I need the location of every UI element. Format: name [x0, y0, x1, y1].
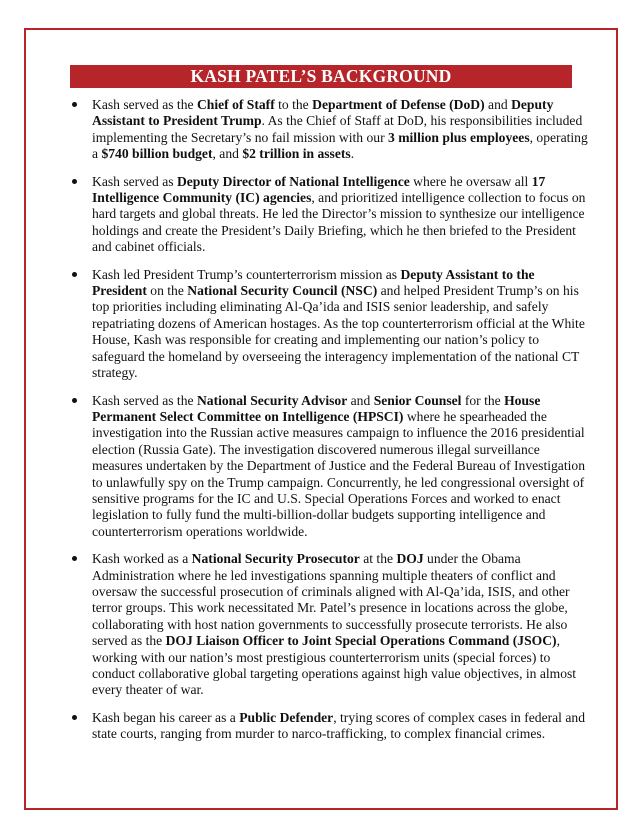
bullet-dot-icon [72, 398, 77, 403]
bold-phrase: Public Defender [239, 709, 334, 725]
bold-phrase: 3 million plus employees [388, 129, 530, 145]
text-run: . [350, 146, 355, 162]
bullet-dot-icon [72, 272, 77, 277]
bullet-item [92, 97, 590, 163]
bold-phrase: Department of Defense (DoD) [312, 97, 485, 112]
bold-phrase: National Security Advisor [196, 392, 348, 408]
bold-phrase: DOJ Liaison Officer to Joint Special Operations Command (JSOC) [165, 633, 557, 649]
text-run: under the Obama Administration where he led investigations spanning multiple theaters of conflict and oversaw the successful prosecution of criminals aligned with Al-Qa’ida, ISIS, and other terror groups. This work necessitated Mr. Patel’s presence in locations across the globe, collaborating with host nation governments to successfully prosecute terrorists. He also served as the [92, 551, 570, 649]
text-run: Kash served as [92, 173, 177, 189]
text-run: , operating a [92, 129, 588, 162]
text-run: to the [274, 97, 313, 112]
bold-phrase: Chief of Staff [196, 97, 275, 112]
bold-phrase: Deputy Assistant to the President [92, 266, 535, 299]
text-run: and [347, 392, 374, 408]
text-run: , and prioritized intelligence collection to focus on hard targets and global threats. He led the Director’s mission to synthesize our intelligence holdings and create the President’s Daily Briefing, which he then briefed to the President and cabinet officials. [92, 190, 586, 255]
bold-phrase: Deputy Assistant to President Trump [92, 97, 554, 129]
bullet-dot-icon [72, 715, 77, 720]
text-run: at the [359, 551, 397, 567]
text-run: for the [461, 392, 505, 408]
text-run: Kash worked as a [92, 551, 192, 567]
bullet-dot-icon [72, 179, 77, 184]
document-title: KASH PATEL’S BACKGROUND [70, 65, 572, 88]
bold-phrase: Senior Counsel [373, 392, 462, 408]
text-run: , and [212, 146, 243, 162]
background-bullet-list [92, 97, 590, 754]
text-run: Kash served as the [92, 97, 197, 112]
bold-phrase: Deputy Director of National Intelligence [176, 173, 410, 189]
bullet-item [92, 393, 590, 541]
text-run: where he spearheaded the investigation into the Russian active measures campaign to influence the 2016 presidential election (Russia Gate). The investigation discovered numerous illegal surveillance measures undertaken by the Department of Justice and the Federal Bureau of Investigation to unlawfully spy on the Trump campaign. Concurrently, he led congressional oversight of sensitive programs for the IC and U.S. Special Operations Forces and worked to enact legislation to fully fund the multi-billion-dollar budgets supporting intelligence and counterterrorism operations worldwide. [92, 408, 585, 539]
bold-phrase: DOJ [396, 551, 424, 567]
bold-phrase: National Security Prosecutor [191, 551, 360, 567]
text-run: . As the Chief of Staff at DoD, his responsibilities included implementing the Secretary’s no fail mission with our [92, 113, 583, 145]
text-run: and helped President Trump’s on his top priorities including eliminating Al-Qa’ida and ISIS senior leadership, and safely repatriating dozens of American hostages. As the top counterterrorism official at the White House, Kash was responsible for creating and implementing our nation’s policy to safeguard the homeland by overseeing the interagency implementation of the national CT strategy. [92, 283, 585, 381]
bullet-item [92, 267, 590, 382]
bullet-dot-icon [72, 102, 77, 107]
text-run: and [484, 97, 512, 112]
bold-phrase: $740 billion budget [101, 146, 213, 162]
text-run: where he oversaw all [409, 173, 532, 189]
bold-phrase: 17 Intelligence Community (IC) agencies [92, 173, 546, 206]
text-run: Kash served as the [92, 392, 197, 408]
bullet-item [92, 710, 590, 743]
text-run: , working with our nation’s most prestigious counterterrorism units (special forces) to conduct collaborative global targeting operations against high value objectives, in almost every theater of war. [92, 633, 577, 698]
bold-phrase: National Security Council (NSC) [187, 283, 378, 299]
text-run: , trying scores of complex cases in federal and state courts, ranging from murder to narco-trafficking, to complex financial crimes. [92, 709, 585, 742]
bullet-item [92, 551, 590, 699]
bold-phrase: $2 trillion in assets [242, 146, 351, 162]
bold-phrase: House Permanent Select Committee on Intelligence (HPSCI) [92, 392, 541, 424]
text-run: Kash began his career as a [92, 709, 240, 725]
bullet-item [92, 174, 590, 256]
text-run: Kash led President Trump’s counterterrorism mission as [92, 266, 401, 282]
text-run: on the [146, 283, 188, 299]
